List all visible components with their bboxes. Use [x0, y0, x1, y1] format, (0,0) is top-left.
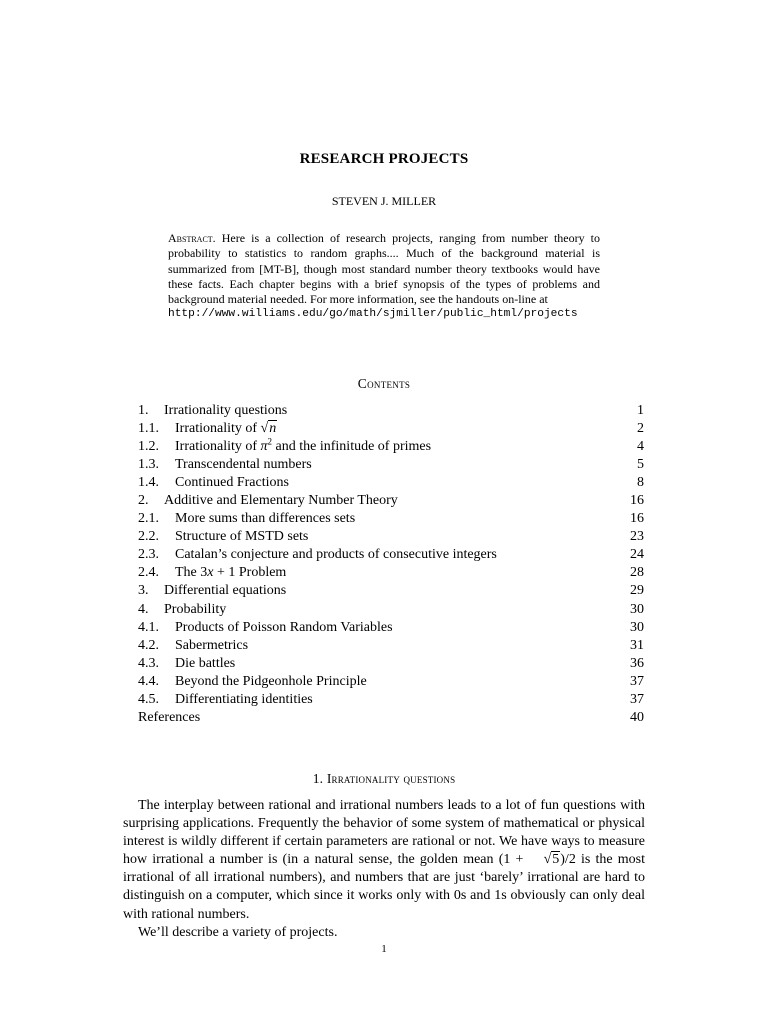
toc-entry-page: 30: [630, 619, 644, 635]
toc-entry-page: 16: [630, 511, 644, 527]
toc-entry-number: 2.3.: [138, 547, 159, 563]
toc-entry-number: 4.: [138, 601, 149, 617]
toc-entry-title: More sums than differences sets: [175, 511, 356, 527]
toc-entry[interactable]: [138, 691, 644, 709]
toc-entry[interactable]: [138, 655, 644, 673]
toc-entry-title: Irrationality of $\pi^2$ and the infinitude of primes: [175, 436, 432, 455]
toc-entry-number: 1.: [138, 403, 149, 418]
abstract-lead: Abstract.: [168, 231, 216, 245]
contents-heading: Contents: [357, 376, 411, 391]
toc-entry[interactable]: [138, 546, 644, 564]
author-name: STEVEN J. MILLER: [331, 194, 437, 208]
body-text: [123, 797, 645, 942]
toc-entry-page: 31: [630, 637, 644, 653]
toc-entry-title: The 3x + 1 Problem: [175, 565, 287, 581]
abstract: [168, 231, 600, 323]
page-number: 1: [381, 943, 387, 955]
toc-entry-page: 36: [630, 655, 644, 671]
toc-entry-page: 5: [637, 457, 644, 473]
toc-entry-title: Structure of MSTD sets: [175, 529, 309, 545]
section-number: 1.: [312, 771, 324, 786]
toc-entry[interactable]: [138, 456, 644, 474]
toc-entry[interactable]: [138, 637, 644, 655]
toc-entry-number: 4.5.: [138, 691, 159, 707]
toc-entry[interactable]: [138, 474, 644, 492]
toc-entry-title: Continued Fractions: [175, 475, 289, 491]
paper-title: RESEARCH PROJECTS: [299, 151, 469, 167]
toc-entry-number: 1.4.: [138, 475, 159, 491]
toc-entry-number: 4.1.: [138, 619, 159, 635]
toc-entry-title: Irrationality questions: [164, 403, 288, 418]
toc-entry-title: Additive and Elementary Number Theory: [164, 493, 398, 509]
paragraph: The interplay between rational and irrational numbers leads to a lot of fun questions with surprising applications. Frequently the behavior of some system of mathematical or physical interest is wildly different if certain parameters are rational or not. We have ways to measure how irrational a number is (in a natural sense, the golden mean (1 + √5)/2 is the most irrational of all irrational numbers), and numbers that are just ‘barely’ irrational are hard to distinguish on a computer, which since it works only with 0s and 1s obviously can only deal with rational numbers.: [123, 798, 645, 922]
toc-entry-page: 29: [630, 583, 644, 599]
toc-entry-number: 2.1.: [138, 511, 159, 527]
paragraph: We’ll describe a variety of projects.: [138, 924, 338, 940]
toc-entry[interactable]: [138, 619, 644, 637]
section-title: Irrationality questions: [326, 771, 456, 786]
toc-entry-number: 2.: [138, 493, 149, 509]
golden-mean-formula: (1 + √5)/2: [498, 852, 576, 868]
toc-entry-title: Catalan’s conjecture and products of consecutive integers: [175, 547, 497, 563]
toc-entry-page: 37: [630, 691, 644, 707]
toc-entry-number: 1.1.: [138, 421, 159, 437]
toc-entry-title: Products of Poisson Random Variables: [175, 619, 393, 635]
toc-entry-page: 37: [630, 673, 644, 689]
toc-entry[interactable]: [138, 564, 644, 582]
toc-entry-page: 16: [630, 493, 644, 509]
toc-entry-number: 1.3.: [138, 457, 159, 473]
abstract-text: Here is a collection of research projects, ranging from number theory to probability to statistics to random graphs.... Much of the background material is summarized from [MT-B], though most standard number theory textbooks would have these facts. Each chapter begins with a brief synopsis of the types of problems and background material needed. For more information, see the handouts on-line at: [168, 231, 601, 307]
toc-entry-page: 8: [637, 475, 644, 491]
toc-entry-number: 4.3.: [138, 655, 159, 671]
toc-entry-title: Probability: [164, 601, 227, 617]
toc-entry-title: Sabermetrics: [175, 637, 249, 653]
toc-entry-number: 2.4.: [138, 565, 159, 581]
toc-entry[interactable]: [138, 420, 644, 438]
toc-entry-title: Irrationality of √n: [175, 421, 277, 437]
projects-url[interactable]: http://www.williams.edu/go/math/sjmiller/public_html/projects: [168, 308, 578, 321]
toc-entry[interactable]: [138, 528, 644, 546]
toc-entry[interactable]: [138, 402, 644, 420]
section-heading: [0, 771, 768, 787]
toc-entry[interactable]: [138, 438, 644, 456]
toc-entry[interactable]: [138, 601, 644, 619]
toc-entry[interactable]: [138, 709, 644, 727]
toc-entry-page: 4: [637, 439, 644, 455]
toc-entry[interactable]: [138, 510, 644, 528]
toc-entry-title: Beyond the Pidgeonhole Principle: [175, 673, 367, 689]
toc-entry-title: Differential equations: [164, 583, 287, 599]
toc-entry-number: 4.4.: [138, 673, 159, 689]
toc-entry-page: 2: [637, 421, 644, 437]
toc-entry-number: 3.: [138, 583, 149, 599]
toc-entry-page: 24: [630, 547, 644, 563]
toc-entry-page: 30: [630, 601, 644, 617]
toc-entry-page: 23: [630, 529, 644, 545]
toc-entry-number: 2.2.: [138, 529, 159, 545]
toc-entry-page: 40: [630, 709, 644, 725]
toc-entry-title: Die battles: [175, 655, 236, 671]
toc-entry-title: Differentiating identities: [175, 691, 313, 707]
toc-entry-page: 28: [630, 565, 644, 581]
toc-entry-page: 1: [637, 403, 644, 418]
toc-entry[interactable]: [138, 492, 644, 510]
toc-entry[interactable]: [138, 673, 644, 691]
toc-entry-number: 1.2.: [138, 439, 159, 455]
table-of-contents: [138, 402, 644, 727]
toc-entry-title: Transcendental numbers: [175, 457, 312, 473]
toc-entry-number: 4.2.: [138, 637, 159, 653]
toc-entry-title: References: [138, 709, 201, 725]
toc-entry[interactable]: [138, 582, 644, 600]
